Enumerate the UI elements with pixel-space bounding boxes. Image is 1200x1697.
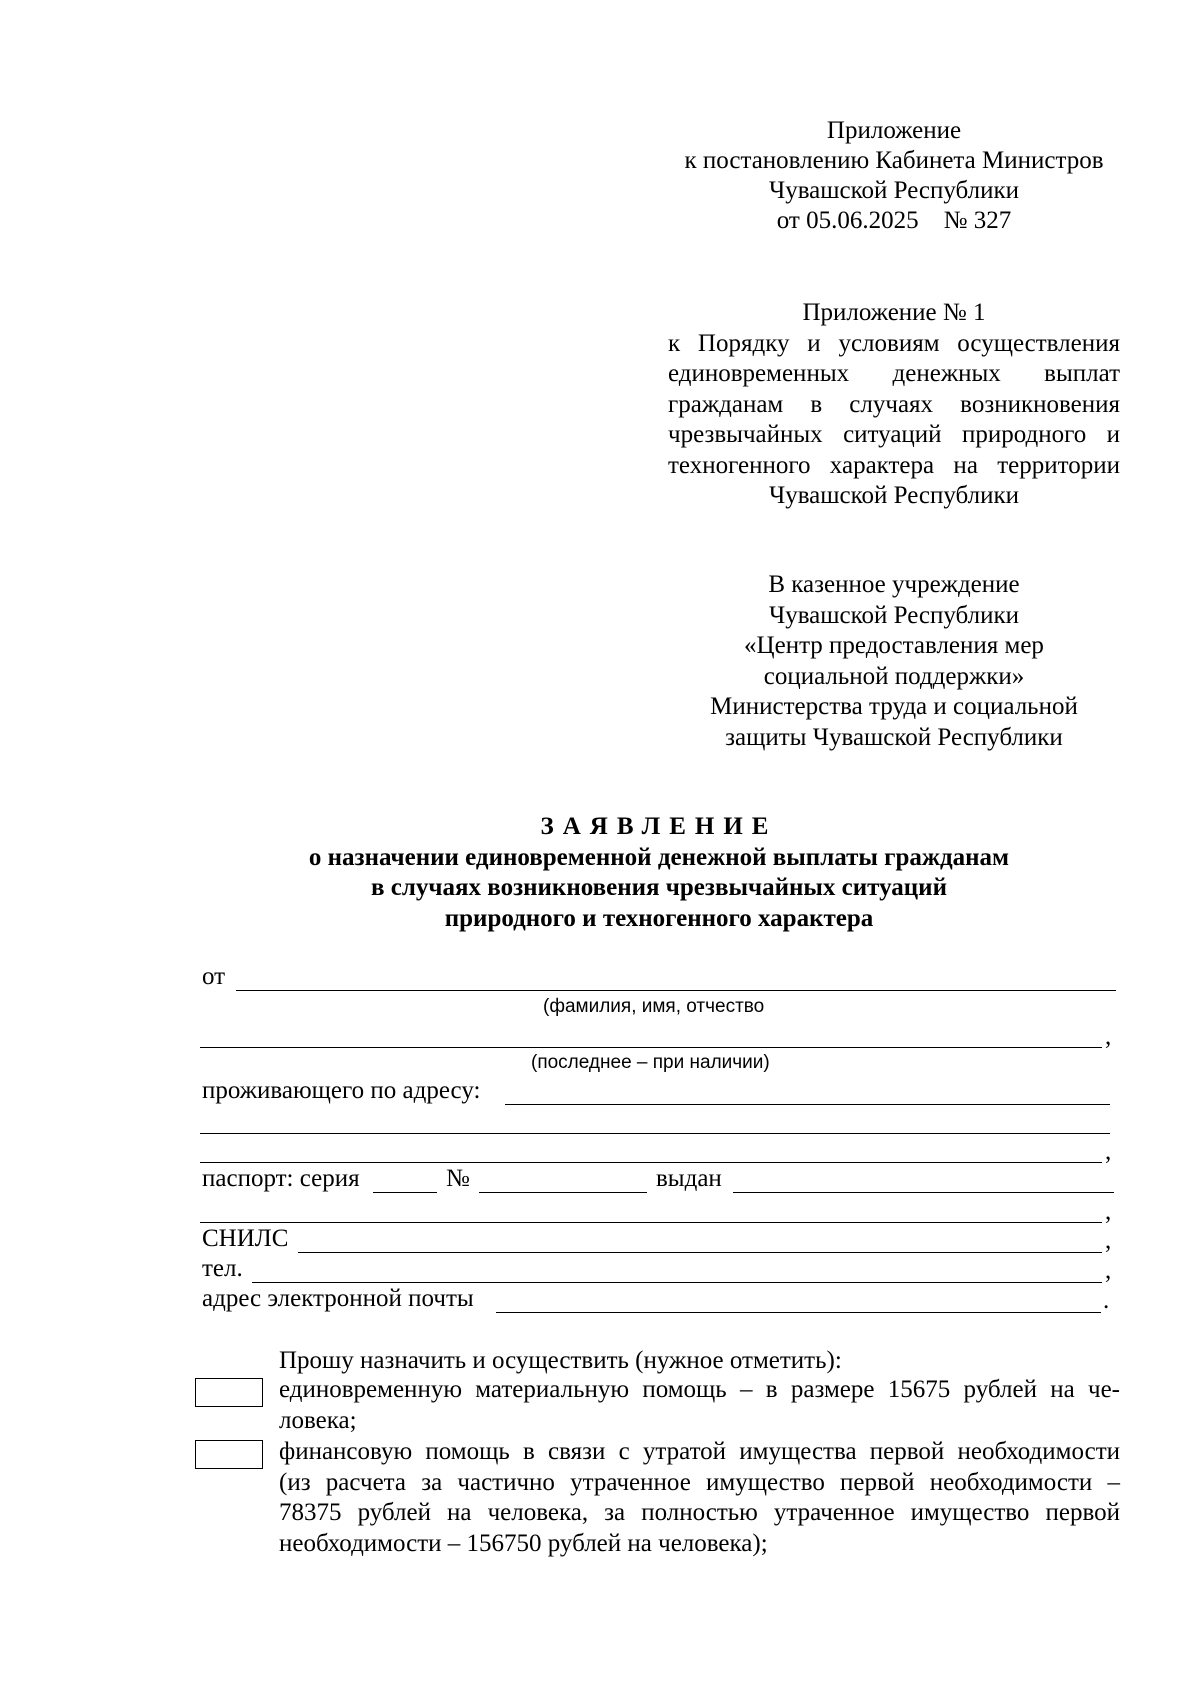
- address-comma: ,: [1105, 1138, 1112, 1165]
- fio-hint: (фамилия, имя, отчество: [543, 996, 765, 1017]
- addressee-line: «Центр предоставления мер: [744, 632, 1044, 659]
- request-intro: Прошу назначить и осуществить (нужное отметить):: [279, 1347, 842, 1374]
- snils-label: СНИЛС: [202, 1225, 289, 1252]
- from-label: от: [202, 963, 226, 990]
- appendix-header: [668, 116, 1120, 236]
- option2-line: (из расчета за частично утраченное имущество первой необходимости –: [279, 1468, 1120, 1496]
- application-heading: [200, 812, 1118, 934]
- appendix-republic: Чувашской Республики: [768, 177, 1020, 204]
- passport-number-field[interactable]: [479, 1192, 647, 1193]
- address-field[interactable]: [505, 1104, 1110, 1105]
- addressee-line: защиты Чувашской Республики: [725, 723, 1063, 751]
- fio-hint-2: (последнее – при наличии): [531, 1052, 770, 1073]
- option1-checkbox[interactable]: [195, 1378, 263, 1407]
- option2-text: [279, 1437, 1120, 1559]
- option1-line: единовременную материальную помощь – в размере 15675 рублей на че-: [279, 1376, 1120, 1403]
- appendix-decree: к постановлению Кабинета Министров: [684, 147, 1104, 174]
- snils-field[interactable]: [298, 1252, 1102, 1253]
- appendix-no1-line: единовременных денежных выплат: [668, 360, 1120, 387]
- option2-line: финансовую помощь в связи с утратой имущества первой необходимости: [279, 1438, 1120, 1465]
- addressee-line: В казенное учреждение: [768, 571, 1020, 598]
- option2-checkbox[interactable]: [195, 1440, 263, 1469]
- passport-series-field[interactable]: [373, 1192, 437, 1193]
- passport-series-label: паспорт: серия: [202, 1165, 360, 1192]
- fio-field-continued[interactable]: [200, 1047, 1102, 1048]
- appendix-date-number: от 05.06.2025 № 327: [776, 207, 1012, 234]
- option1-text: [279, 1375, 1120, 1436]
- appendix-no1-line: гражданам в случаях возникновения: [668, 390, 1120, 418]
- application-title: ЗАЯВЛЕНИЕ: [540, 813, 778, 840]
- fio-field[interactable]: [236, 990, 1116, 991]
- email-field[interactable]: [496, 1312, 1101, 1313]
- appendix-no1-line: чрезвычайных ситуаций природного и: [668, 421, 1120, 448]
- passport-issued-label: выдан: [656, 1165, 722, 1192]
- appendix-no1-line: техногенного характера на территории: [668, 451, 1120, 479]
- address-field-line-3[interactable]: [200, 1162, 1102, 1163]
- fio-comma: ,: [1105, 1023, 1112, 1050]
- addressee-block: [668, 570, 1120, 753]
- option2-line: 78375 рублей на человека, за полностью утраченное имущество первой: [279, 1499, 1120, 1526]
- appendix-title: Приложение: [826, 117, 962, 144]
- passport-number-label: №: [446, 1165, 470, 1192]
- heading-line: в случаях возникновения чрезвычайных ситуаций: [371, 874, 947, 901]
- appendix-no1-line: к Порядку и условиям осуществления: [668, 329, 1120, 357]
- passport-issued-field[interactable]: [733, 1192, 1114, 1193]
- appendix-no1-title: Приложение № 1: [802, 299, 986, 326]
- heading-line: природного и техногенного характера: [444, 904, 874, 932]
- address-field-line-2[interactable]: [200, 1133, 1110, 1134]
- email-period: .: [1103, 1287, 1110, 1314]
- appendix-no1: [668, 298, 1120, 512]
- option1-line: ловека;: [279, 1406, 357, 1434]
- phone-label: тел.: [202, 1255, 243, 1282]
- snils-comma: ,: [1105, 1227, 1112, 1254]
- phone-comma: ,: [1105, 1257, 1112, 1284]
- address-label: проживающего по адресу:: [202, 1077, 481, 1104]
- heading-line: о назначении единовременной денежной выплаты гражданам: [308, 843, 1010, 871]
- email-label: адрес электронной почты: [202, 1285, 474, 1312]
- passport-comma: ,: [1105, 1198, 1112, 1225]
- addressee-line: социальной поддержки»: [763, 662, 1025, 690]
- addressee-line: Чувашской Республики: [768, 601, 1020, 629]
- phone-field[interactable]: [252, 1282, 1102, 1283]
- appendix-no1-line: Чувашской Республики: [768, 482, 1020, 509]
- addressee-line: Министерства труда и социальной: [710, 693, 1078, 720]
- passport-issued-field-line-2[interactable]: [200, 1222, 1102, 1223]
- option2-line: необходимости – 156750 рублей на человека);: [279, 1529, 768, 1557]
